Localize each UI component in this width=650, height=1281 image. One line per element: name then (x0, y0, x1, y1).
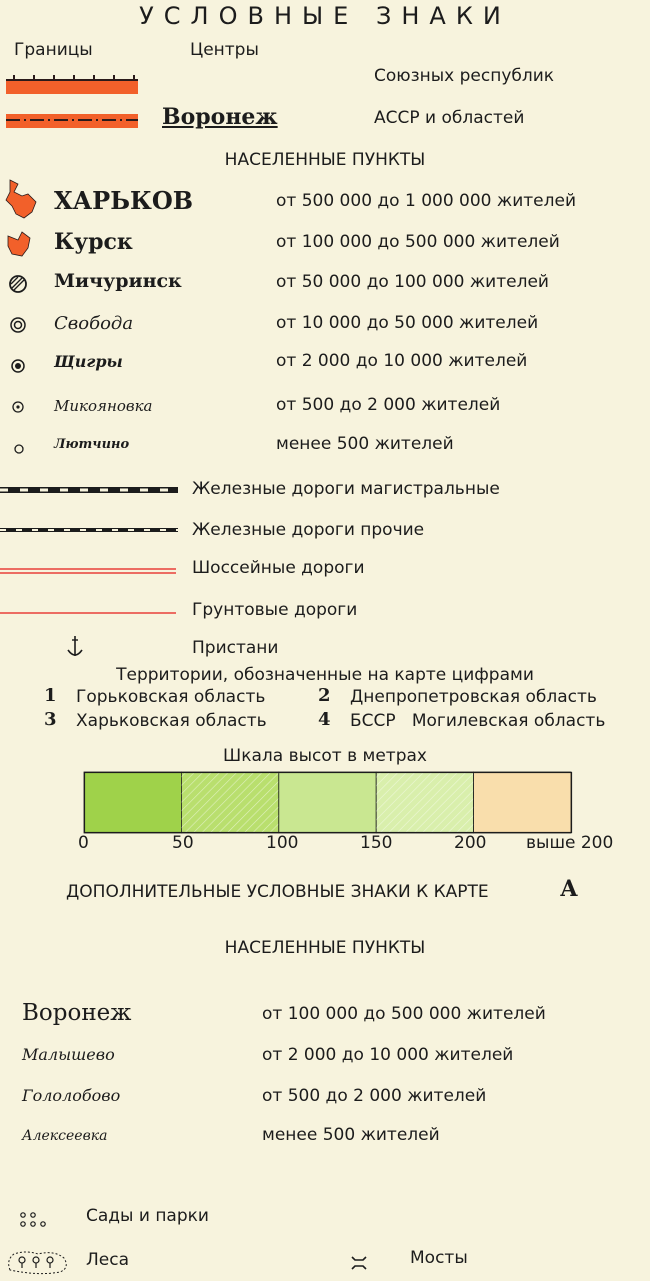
road-label: Грунтовые дороги (192, 600, 358, 620)
elevation-band-hatch (181, 772, 278, 833)
elevation-tick-label: 0 (78, 833, 89, 853)
railway-icon (0, 523, 180, 537)
road-label: Шоссейные дороги (192, 558, 365, 578)
settlements-heading: НАСЕЛЕННЫЕ ПУНКТЫ (224, 150, 426, 170)
extra-settlements-heading: НАСЕЛЕННЫЕ ПУНКТЫ (224, 938, 426, 958)
hatched-circle-icon (8, 274, 28, 294)
filled-dot-circle-icon (10, 358, 26, 374)
settlement-range: от 50 000 до 100 000 жителей (276, 272, 549, 292)
extra-settlement-name: Воронеж (22, 1000, 132, 1026)
elevation-band (279, 772, 376, 833)
settlement-name: Мичуринск (54, 270, 182, 292)
territory-label: Днепропетровская область (350, 687, 597, 707)
map-letter: А (560, 876, 578, 902)
elevation-band-hatch (376, 772, 473, 833)
city-blob-icon (4, 228, 40, 260)
territory-number: 3 (44, 709, 57, 730)
extra-settlement-range: от 2 000 до 10 000 жителей (262, 1045, 514, 1065)
territory-label: Харьковская область (76, 711, 267, 731)
borders-label: Границы (14, 40, 93, 60)
settlement-name: Щигры (54, 352, 123, 371)
settlement-name: ХАРЬКОВ (54, 186, 194, 215)
road-label: Железные дороги прочие (192, 520, 425, 540)
elevation-tick-label: 150 (360, 833, 393, 853)
anchor-icon (66, 634, 84, 660)
elevation-tick-label: 50 (172, 833, 194, 853)
extra-settlement-name: Малышево (22, 1045, 115, 1064)
road-label: Железные дороги магистральные (192, 479, 500, 499)
territory-number: 2 (318, 685, 331, 706)
assr-label: АССР и областей (374, 108, 525, 128)
large-city-blob-icon (2, 178, 42, 220)
small-circle-icon (13, 443, 25, 455)
highway-icon (0, 566, 180, 576)
centers-label: Центры (190, 40, 259, 60)
elevation-heading: Шкала высот в метрах (223, 746, 427, 766)
settlement-range: от 10 000 до 50 000 жителей (276, 313, 539, 333)
union-border-icon (6, 72, 140, 104)
settlement-name: Свобода (54, 313, 134, 334)
assr-border-icon (6, 110, 140, 132)
extra-settlement-range: менее 500 жителей (262, 1125, 440, 1145)
territory-label: БССР Могилевская область (350, 711, 606, 731)
territory-label: Горьковская область (76, 687, 266, 707)
elevation-tick-label: 200 (454, 833, 487, 853)
settlement-range: от 500 000 до 1 000 000 жителей (276, 191, 576, 211)
elevation-scale (84, 772, 572, 834)
extra-heading: ДОПОЛНИТЕЛЬНЫЕ УСЛОВНЫЕ ЗНАКИ К КАРТЕ (66, 882, 489, 902)
bridges-label: Мосты (410, 1248, 468, 1268)
union-republics-label: Союзных республик (374, 66, 555, 86)
extra-settlement-name: Алексеевка (22, 1128, 108, 1144)
settlement-range: от 500 до 2 000 жителей (276, 395, 501, 415)
elevation-band (474, 772, 571, 833)
gardens-icon (18, 1210, 54, 1230)
settlement-name: Микояновка (54, 397, 153, 415)
bridge-icon (350, 1255, 368, 1271)
settlement-name: Курск (54, 229, 133, 255)
dot-circle-icon (11, 400, 25, 414)
main-railway-icon (0, 482, 180, 498)
extra-settlement-range: от 500 до 2 000 жителей (262, 1086, 487, 1106)
forests-label: Леса (86, 1250, 130, 1270)
elevation-tick-label: 100 (266, 833, 299, 853)
legend-title: УСЛОВНЫЕ ЗНАКИ (139, 2, 511, 30)
forest-icon (4, 1248, 70, 1276)
dirt-road-icon (0, 610, 180, 616)
regional-center-sample: Воронеж (162, 104, 278, 130)
extra-settlement-range: от 100 000 до 500 000 жителей (262, 1004, 546, 1024)
road-label: Пристани (192, 638, 279, 658)
double-circle-icon (9, 316, 27, 334)
gardens-label: Сады и парки (86, 1206, 209, 1226)
territory-number: 1 (44, 685, 57, 706)
elevation-tick-label: выше 200 (526, 833, 614, 853)
settlement-name: Лютчино (54, 437, 130, 452)
settlement-range: менее 500 жителей (276, 434, 454, 454)
territories-heading: Территории, обозначенные на карте цифрами (116, 665, 534, 685)
settlement-range: от 100 000 до 500 000 жителей (276, 232, 560, 252)
extra-settlement-name: Гололобово (22, 1086, 121, 1105)
settlement-range: от 2 000 до 10 000 жителей (276, 351, 528, 371)
elevation-band (84, 772, 181, 833)
territory-number: 4 (318, 709, 331, 730)
